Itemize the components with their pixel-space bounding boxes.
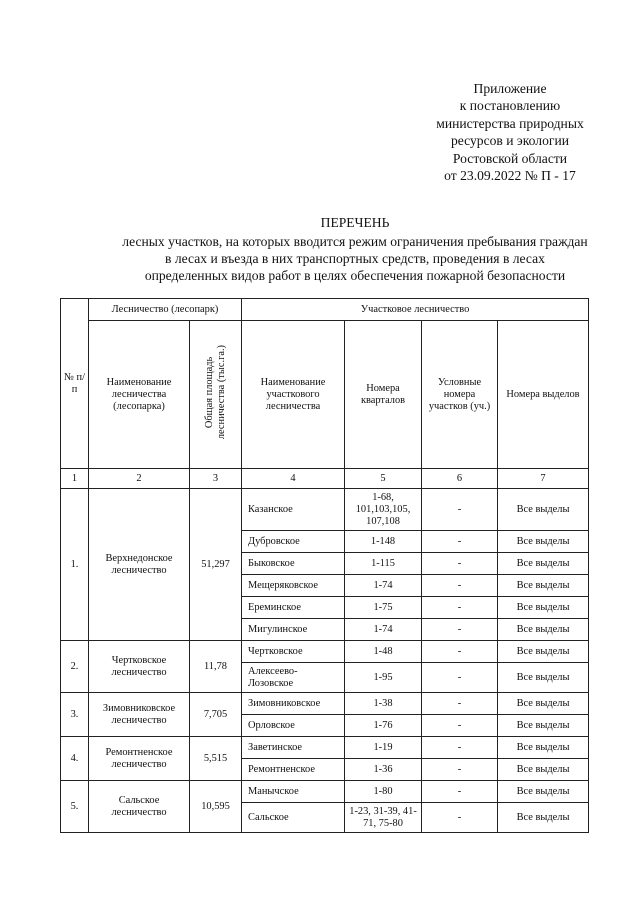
table-row (61, 737, 589, 759)
plots: - (422, 531, 498, 553)
group-num: 3. (61, 693, 89, 737)
plots: - (422, 715, 498, 737)
annex-line: от 23.09.2022 № П - 17 (444, 168, 576, 184)
sections: Все выделы (498, 803, 589, 833)
district-name: Чертковское (242, 641, 345, 663)
quarters: 1-38 (345, 693, 422, 715)
annex-line: ресурсов и экологии (450, 133, 569, 149)
plots: - (422, 489, 498, 531)
document-subtitle (60, 233, 640, 284)
district-name: Быковское (242, 553, 345, 575)
quarters: 1-23, 31-39, 41-71, 75-80 (345, 803, 422, 833)
sections: Все выделы (498, 737, 589, 759)
header-district-group: Участковое лесничество (242, 299, 589, 321)
district-name: Сальское (242, 803, 345, 833)
table-row (61, 489, 589, 531)
column-number: 7 (498, 469, 589, 489)
column-number: 3 (190, 469, 242, 489)
group-area: 10,595 (190, 781, 242, 833)
annex-line: министерства природных (436, 115, 584, 131)
plots: - (422, 597, 498, 619)
group-num: 1. (61, 489, 89, 641)
district-name: Мигулинское (242, 619, 345, 641)
quarters: 1-74 (345, 619, 422, 641)
table-row (61, 781, 589, 803)
subtitle-line: в лесах и въезда в них транспортных средств, проведения в лесах (165, 251, 545, 266)
quarters: 1-19 (345, 737, 422, 759)
plots: - (422, 737, 498, 759)
group-area: 11,78 (190, 641, 242, 693)
sections: Все выделы (498, 781, 589, 803)
header-area-line: лесничества (тыс.га.) (215, 345, 227, 440)
quarters: 1-36 (345, 759, 422, 781)
header-quarters: Номера кварталов (345, 321, 422, 469)
sections: Все выделы (498, 489, 589, 531)
quarters: 1-74 (345, 575, 422, 597)
group-num: 2. (61, 641, 89, 693)
column-number: 1 (61, 469, 89, 489)
group-forestry-name: Сальское лесничество (89, 781, 190, 833)
group-num: 4. (61, 737, 89, 781)
plots: - (422, 663, 498, 693)
plots: - (422, 553, 498, 575)
quarters: 1-148 (345, 531, 422, 553)
annex-line: Приложение (473, 81, 547, 96)
district-name: Мещеряковское (242, 575, 345, 597)
plots: - (422, 803, 498, 833)
header-num: № п/п (61, 299, 89, 469)
sections: Все выделы (498, 619, 589, 641)
annex-line: Ростовской области (452, 150, 568, 166)
subtitle-line: определенных видов работ в целях обеспечения пожарной безопасности (144, 268, 566, 283)
quarters: 1-95 (345, 663, 422, 693)
annex-block (410, 80, 610, 184)
plots: - (422, 641, 498, 663)
district-name: Зимовниковское (242, 693, 345, 715)
column-number: 4 (242, 469, 345, 489)
plots: - (422, 759, 498, 781)
group-num: 5. (61, 781, 89, 833)
sections: Все выделы (498, 641, 589, 663)
district-name: Ремонтненское (242, 759, 345, 781)
group-forestry-name: Чертковское лесничество (89, 641, 190, 693)
document-heading: ПЕРЕЧЕНЬ (320, 215, 390, 230)
column-number: 2 (89, 469, 190, 489)
header-sections: Номера выделов (498, 321, 589, 469)
forest-plots-table (60, 298, 589, 833)
sections: Все выделы (498, 759, 589, 781)
quarters: 1-115 (345, 553, 422, 575)
column-number: 6 (422, 469, 498, 489)
header-district-name: Наименование участкового лесничества (242, 321, 345, 469)
quarters: 1-68, 101,103,105, 107,108 (345, 489, 422, 531)
district-name: Заветинское (242, 737, 345, 759)
header-plots: Условные номера участков (уч.) (422, 321, 498, 469)
quarters: 1-75 (345, 597, 422, 619)
district-name: Манычское (242, 781, 345, 803)
table-row (61, 641, 589, 663)
plots: - (422, 781, 498, 803)
sections: Все выделы (498, 715, 589, 737)
group-area: 7,705 (190, 693, 242, 737)
header-area-line: Общая площадь (203, 356, 215, 429)
subtitle-line: лесных участков, на которых вводится режим ограничения пребывания граждан (122, 234, 588, 249)
sections: Все выделы (498, 531, 589, 553)
header-area (190, 321, 242, 469)
quarters: 1-76 (345, 715, 422, 737)
annex-line: к постановлению (459, 98, 561, 114)
plots: - (422, 575, 498, 597)
sections: Все выделы (498, 597, 589, 619)
group-forestry-name: Зимовниковское лесничество (89, 693, 190, 737)
district-name: Ереминское (242, 597, 345, 619)
district-name: Алексеево-Лозовское (242, 663, 345, 693)
plots: - (422, 693, 498, 715)
sections: Все выделы (498, 553, 589, 575)
sections: Все выделы (498, 575, 589, 597)
sections: Все выделы (498, 663, 589, 693)
group-forestry-name: Ремонтненское лесничество (89, 737, 190, 781)
group-forestry-name: Верхнедонское лесничество (89, 489, 190, 641)
district-name: Дубровское (242, 531, 345, 553)
group-area: 51,297 (190, 489, 242, 641)
header-forestry-group: Лесничество (лесопарк) (89, 299, 242, 321)
column-number: 5 (345, 469, 422, 489)
table-row (61, 693, 589, 715)
plots: - (422, 619, 498, 641)
district-name: Казанское (242, 489, 345, 531)
quarters: 1-48 (345, 641, 422, 663)
quarters: 1-80 (345, 781, 422, 803)
group-area: 5,515 (190, 737, 242, 781)
header-forestry-name: Наименование лесничества (лесопарка) (89, 321, 190, 469)
sections: Все выделы (498, 693, 589, 715)
district-name: Орловское (242, 715, 345, 737)
